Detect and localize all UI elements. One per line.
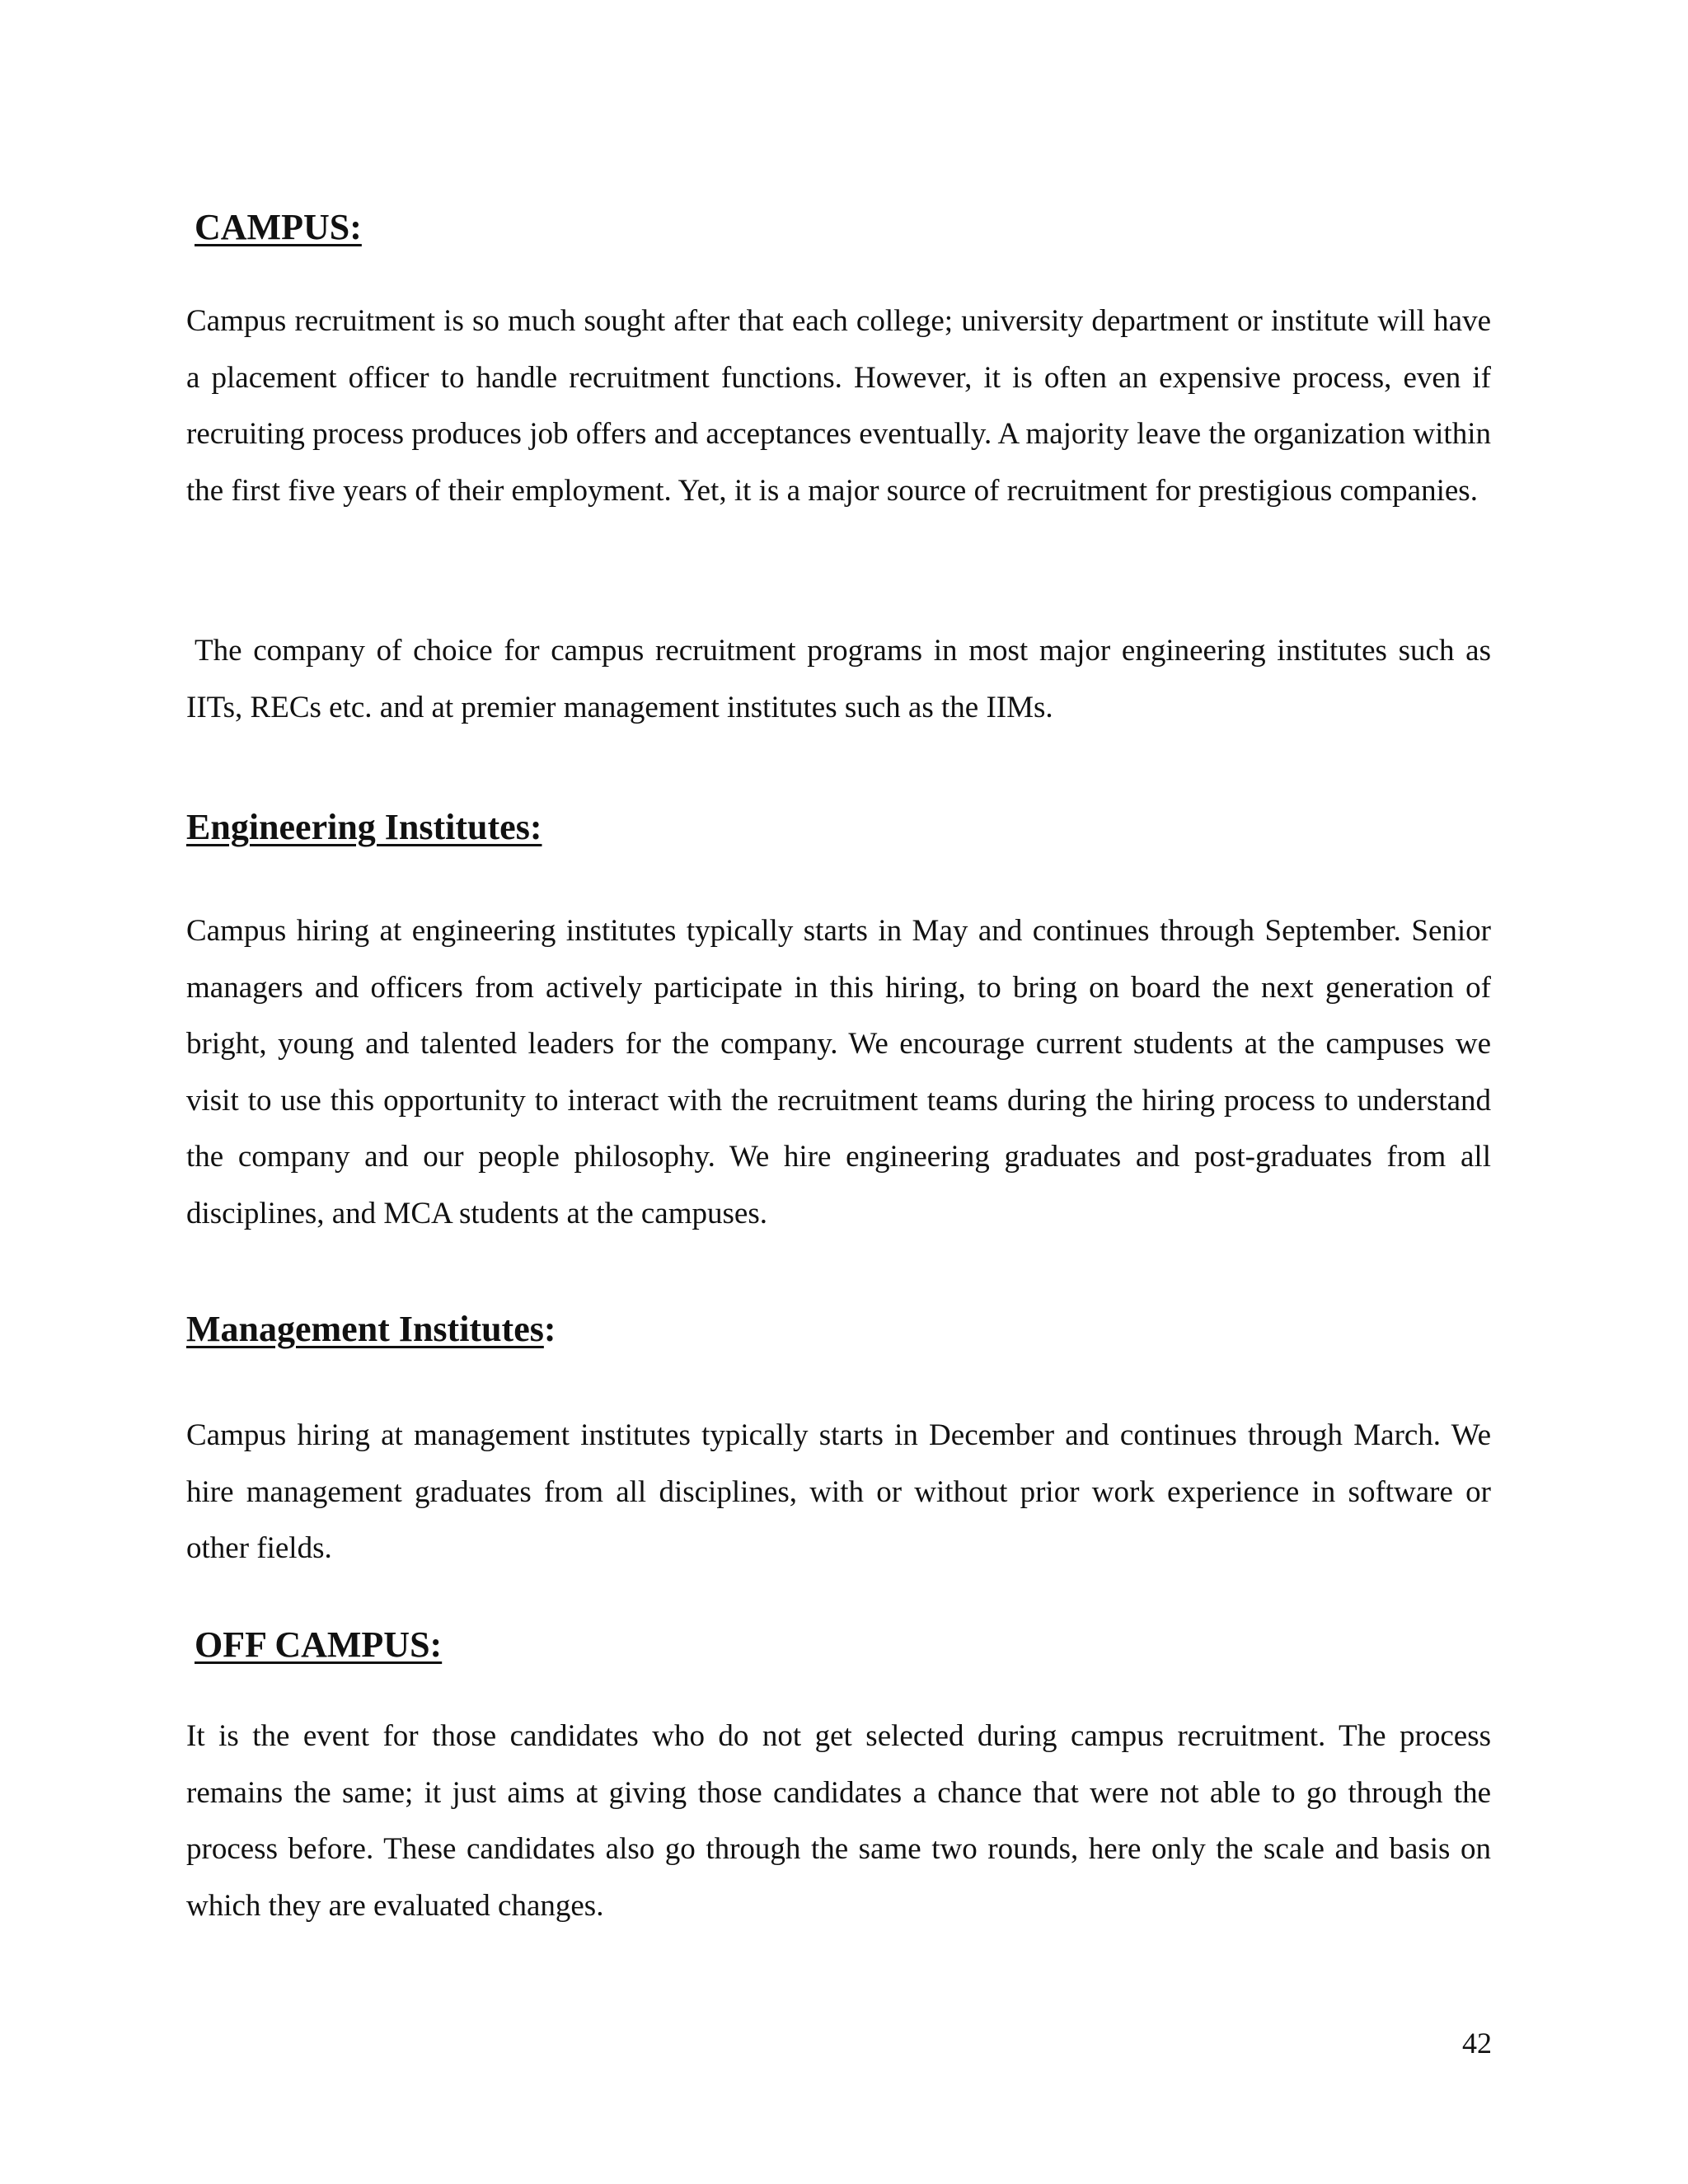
off-campus-heading: OFF CAMPUS: <box>195 1624 443 1665</box>
management-institutes-heading <box>186 1311 556 1347</box>
engineering-institutes-paragraph: Campus hiring at engineering institutes typically starts in May and continues through September. Senior managers and officers from actively participate in this hiring, to bring on board the next generation of bright, young and talented leaders for the company. We encourage current students at the campuses we visit to use this opportunity to interact with the recruitment teams during the hiring process to understand the company and our people philosophy. We hire engineering graduates and post-graduates from all disciplines, and MCA students at the campuses. <box>186 914 1491 1230</box>
campus-paragraph-1: Campus recruitment is so much sought after that each college; university department or institute will have a placement officer to handle recruitment functions. However, it is often an expensive process, even if recruiting process produces job offers and acceptances eventually. A majority leave the organization within the first five years of their employment. Yet, it is a major source of recruitment for prestigious companies. <box>186 304 1491 508</box>
engineering-institutes-heading: Engineering Institutes: <box>186 807 542 847</box>
off-campus-paragraph: It is the event for those candidates who do not get selected during campus recruitment. The process remains the same; it just aims at giving those candidates a chance that were not able to go through the process before. These candidates also go through the same two rounds, here only the scale and basis on which they are evaluated changes. <box>186 1719 1491 1923</box>
page-number: 42 <box>1462 2027 1492 2060</box>
management-institutes-heading-text: Management Institutes <box>186 1309 544 1349</box>
campus-paragraph-2: The company of choice for campus recruitment programs in most major engineering institutes such as IITs, RECs etc. and at premier management institutes such as the IIMs. <box>186 634 1491 724</box>
management-institutes-heading-colon: : <box>543 1309 556 1349</box>
campus-heading: CAMPUS: <box>195 207 362 247</box>
management-institutes-paragraph: Campus hiring at management institutes typically starts in December and continues through March. We hire management graduates from all disciplines, with or without prior work experience in software or other fields. <box>186 1418 1491 1566</box>
